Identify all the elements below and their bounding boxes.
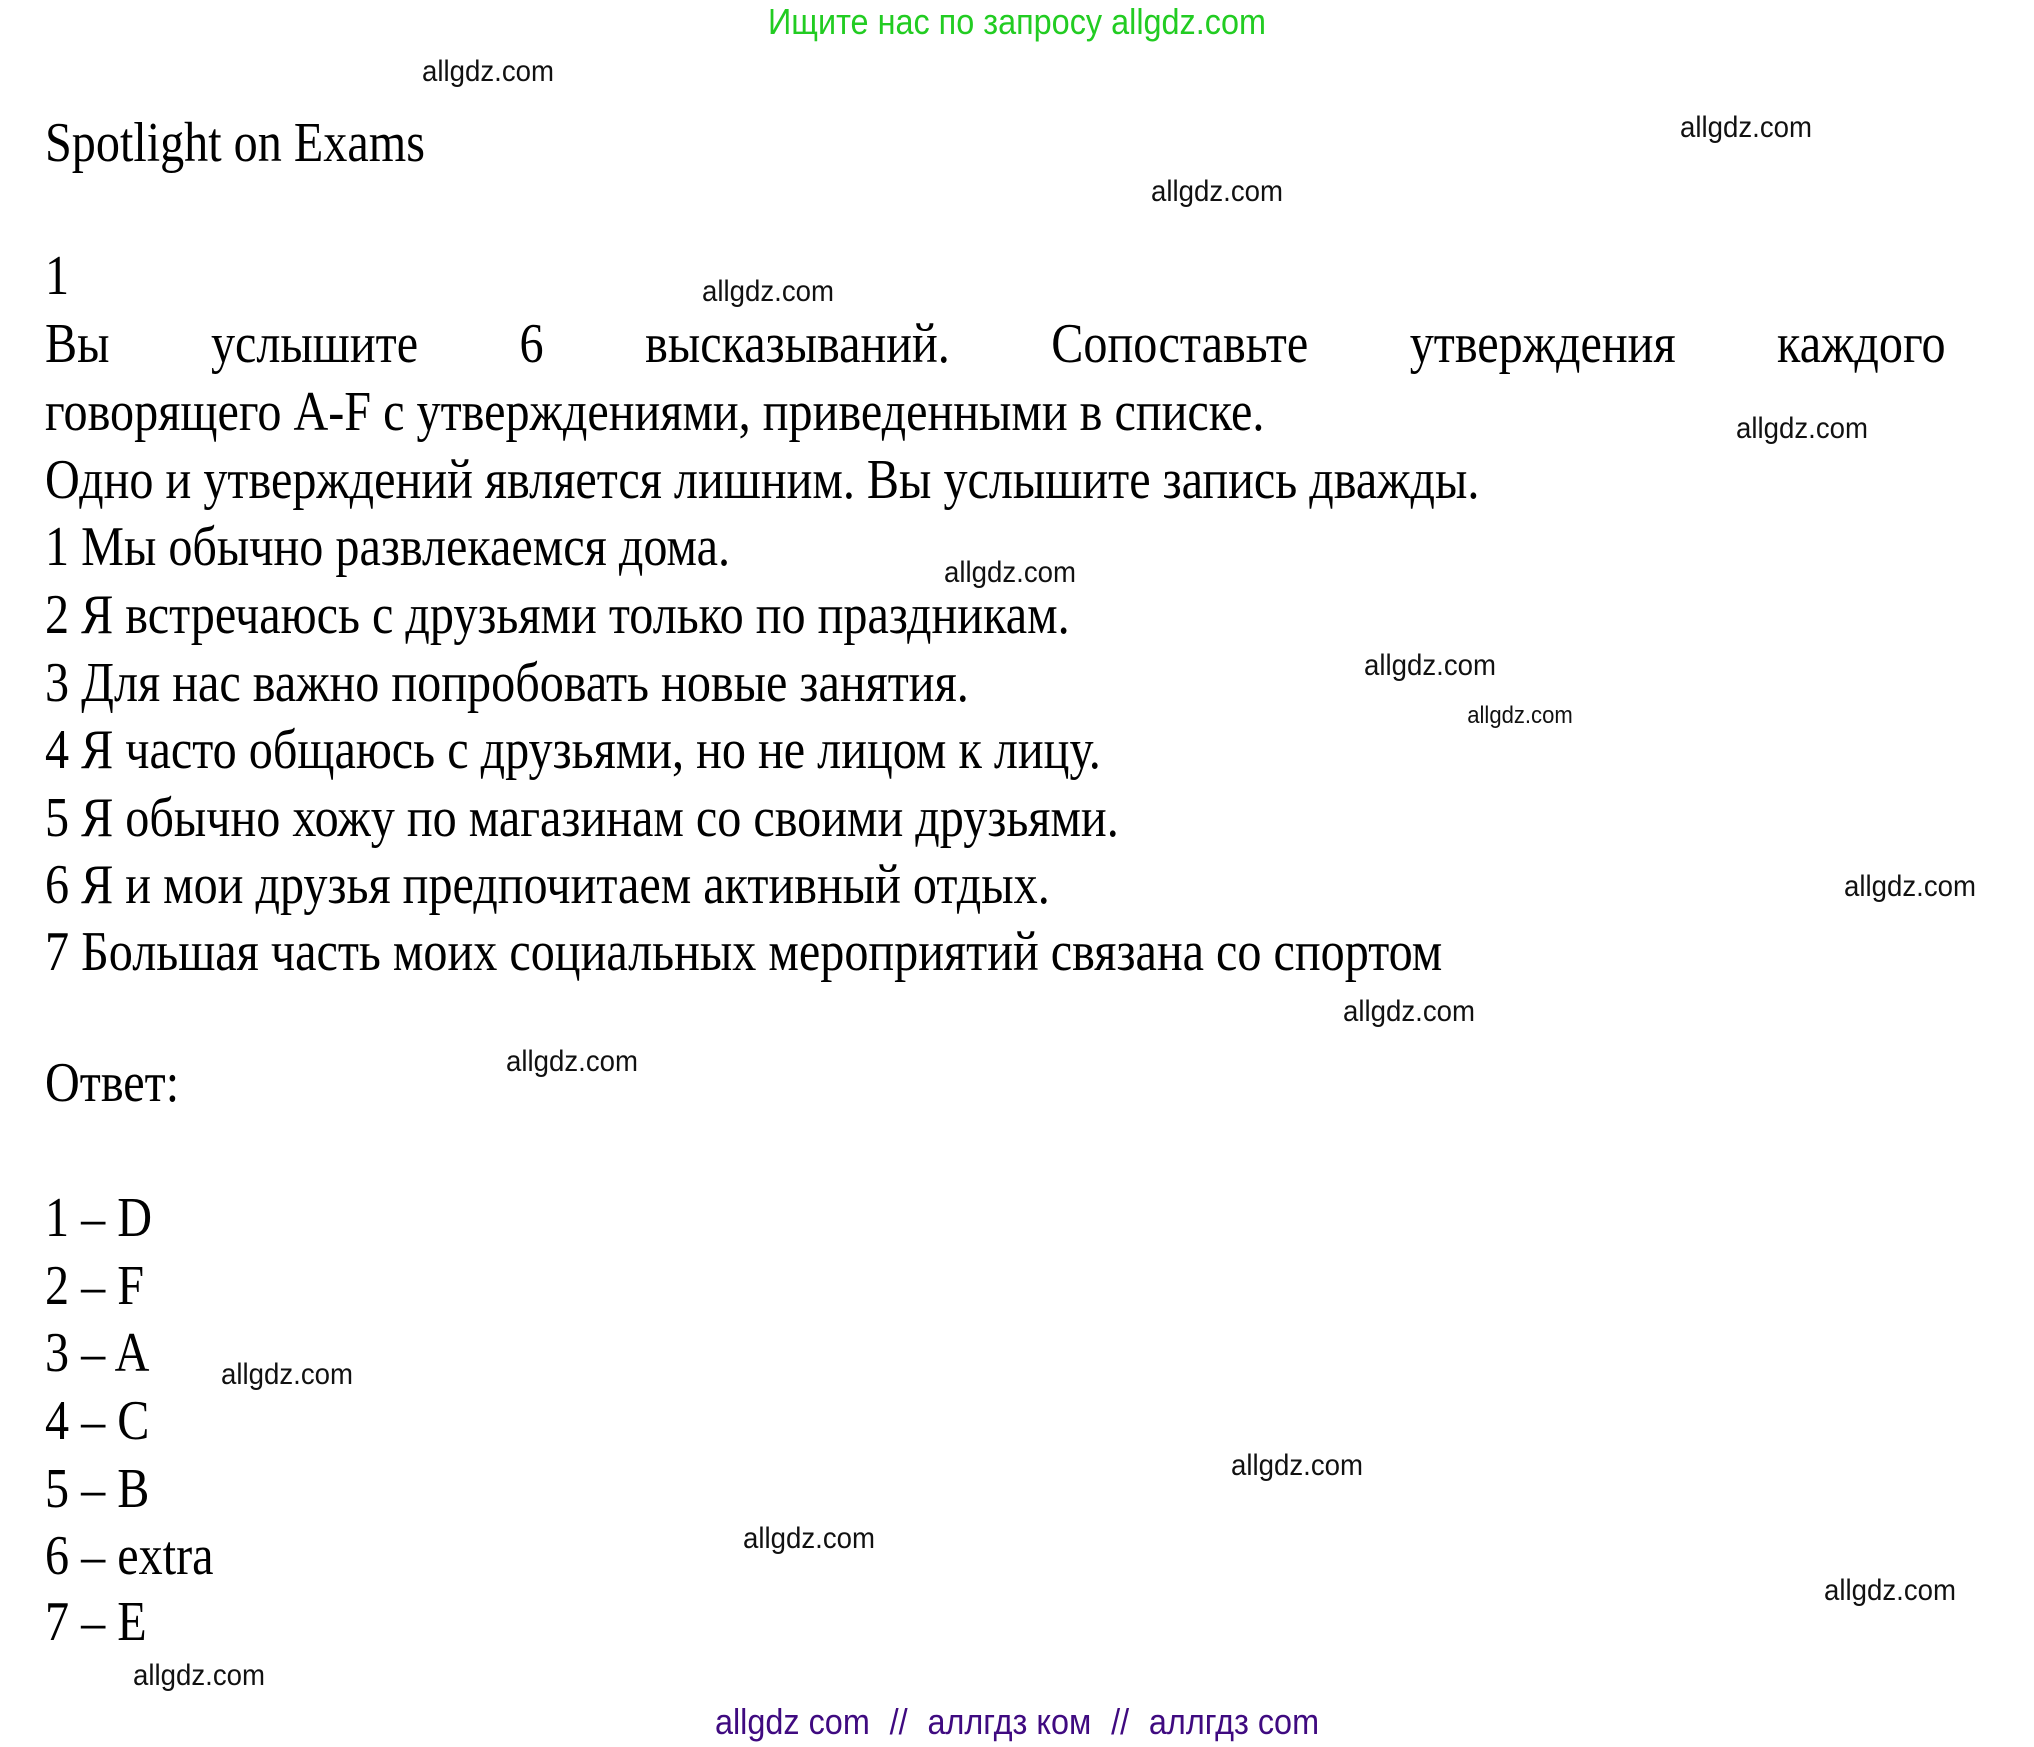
footer-links bbox=[102, 1700, 1933, 1744]
page-title: Spotlight on Exams bbox=[45, 112, 425, 174]
footer-separator: // bbox=[889, 1701, 908, 1742]
watermark: allgdz.com bbox=[422, 55, 554, 88]
watermark: allgdz.com bbox=[702, 275, 834, 308]
watermark: allgdz.com bbox=[506, 1045, 638, 1078]
footer-text: аллгдз com bbox=[1148, 1701, 1320, 1742]
instruction-line: Вы услышите 6 высказываний. Сопоставьте утверждения каждого bbox=[45, 313, 1946, 375]
instruction-line: говорящего A-F с утверждениями, приведенными в списке. bbox=[45, 381, 1265, 443]
watermark: allgdz.com bbox=[1343, 995, 1475, 1028]
statement: 5 Я обычно хожу по магазинам со своими друзьями. bbox=[45, 787, 1119, 849]
statement: 4 Я часто общаюсь с друзьями, но не лицом к лицу. bbox=[45, 719, 1101, 781]
footer-text: allgdz com bbox=[714, 1701, 870, 1742]
watermark: allgdz.com bbox=[1680, 111, 1812, 144]
watermark: allgdz.com bbox=[743, 1522, 875, 1555]
answer-item: 5 – B bbox=[45, 1458, 150, 1520]
instruction-line: Одно и утверждений является лишним. Вы услышите запись дважды. bbox=[45, 449, 1480, 511]
watermark: allgdz.com bbox=[1736, 412, 1868, 445]
answer-item: 3 – A bbox=[45, 1322, 150, 1384]
answer-item: 6 – extra bbox=[45, 1525, 214, 1587]
watermark: allgdz.com bbox=[944, 556, 1076, 589]
answer-item: 2 – F bbox=[45, 1255, 145, 1317]
footer-text: аллгдз ком bbox=[927, 1701, 1092, 1742]
statement: 6 Я и мои друзья предпочитаем активный отдых. bbox=[45, 854, 1050, 916]
watermark: allgdz.com bbox=[1844, 870, 1976, 903]
search-banner: Ищите нас по запросу allgdz.com bbox=[768, 1, 1266, 42]
answer-item: 1 – D bbox=[45, 1187, 153, 1249]
statement: 7 Большая часть моих социальных мероприятий связана со спортом bbox=[45, 921, 1443, 983]
watermark: allgdz.com bbox=[1467, 702, 1573, 729]
statement: 3 Для нас важно попробовать новые занятия. bbox=[45, 652, 969, 714]
answer-item: 4 – C bbox=[45, 1390, 150, 1452]
task-number: 1 bbox=[45, 245, 70, 307]
watermark: allgdz.com bbox=[1364, 649, 1496, 682]
footer-separator: // bbox=[1111, 1701, 1130, 1742]
watermark: allgdz.com bbox=[1824, 1574, 1956, 1607]
answer-item: 7 – E bbox=[45, 1591, 147, 1653]
answer-label: Ответ: bbox=[45, 1052, 180, 1114]
watermark: allgdz.com bbox=[1151, 175, 1283, 208]
watermark: allgdz.com bbox=[221, 1358, 353, 1391]
statement: 1 Мы обычно развлекаемся дома. bbox=[45, 516, 731, 578]
watermark: allgdz.com bbox=[133, 1659, 265, 1692]
watermark: allgdz.com bbox=[1231, 1449, 1363, 1482]
statement: 2 Я встречаюсь с друзьями только по праздникам. bbox=[45, 584, 1070, 646]
